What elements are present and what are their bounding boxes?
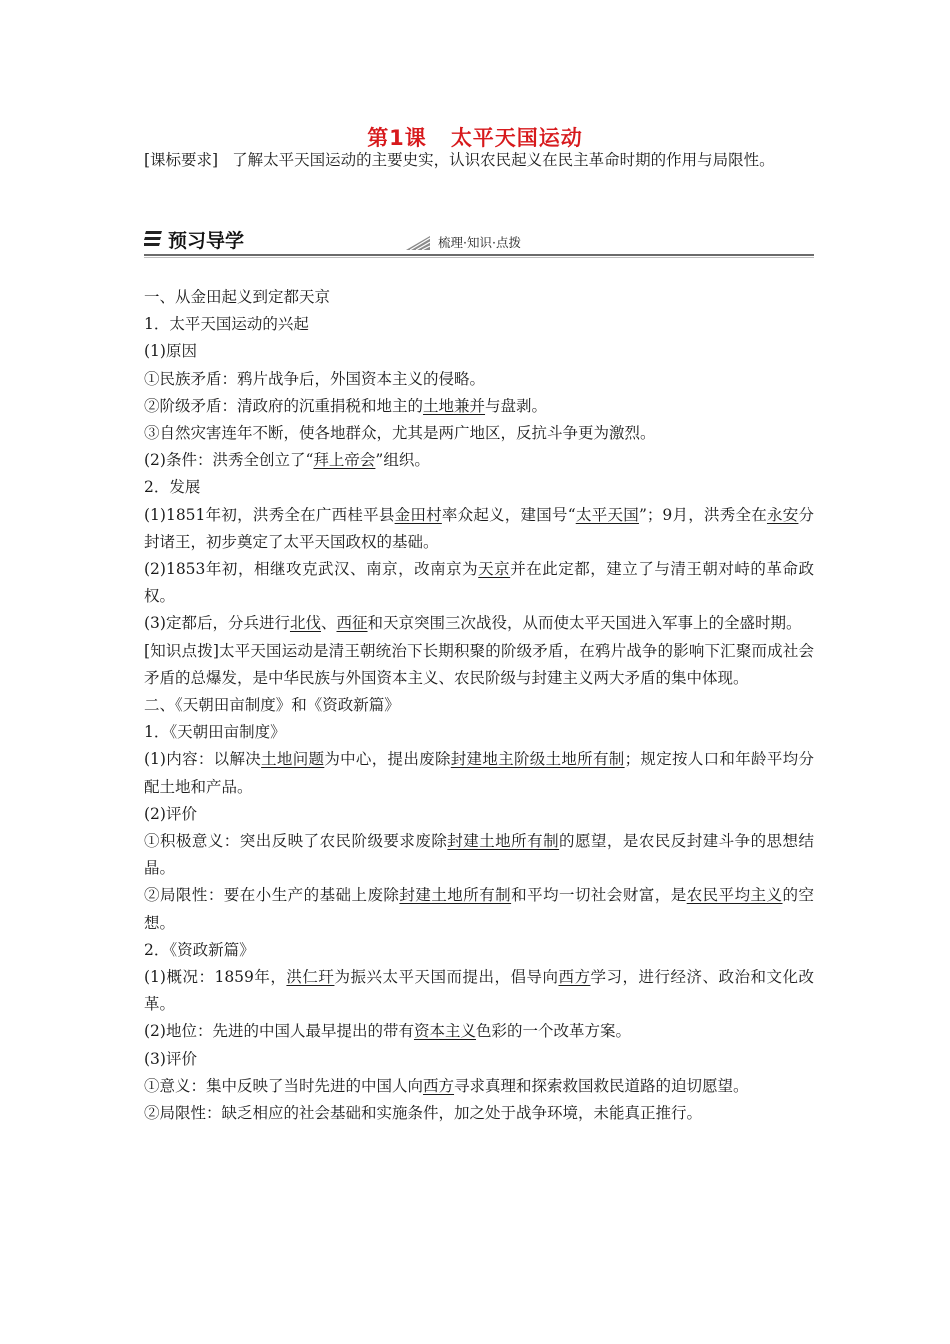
text-line [144,502,814,556]
key-term: 拜上帝会 [313,451,376,470]
curriculum-requirement [144,147,814,174]
text-segment: 、 [320,614,337,633]
text-segment: 为振兴太平天国而提出，倡导向 [334,968,559,987]
text-segment: 与盘剥。 [485,396,548,415]
lesson-number: 第1课 [367,126,427,150]
key-term: 西征 [336,614,368,633]
text-line [144,1046,814,1073]
text-segment: 的空想。 [144,886,814,932]
text-line [144,284,814,311]
text-segment: 色彩的一个改革方案。 [475,1022,631,1041]
text-line [144,420,814,447]
text-segment: 分封诸王，初步奠定了太平天国政权的基础。 [144,505,814,551]
text-segment: ②局限性：要在小生产的基础上废除 [144,886,400,905]
text-segment: (1)1851年初，洪秀全在广西桂平县 [144,505,395,524]
key-term: 土地问题 [261,750,325,769]
text-line [144,447,814,474]
key-term: 西方 [423,1076,455,1095]
text-line [144,801,814,828]
text-segment: ”组织。 [375,451,430,470]
text-segment: 寻求真理和探索救国救民道路的迫切愿望。 [454,1076,749,1095]
key-term: 封建土地所有制 [399,886,512,905]
text-segment: (2)条件：洪秀全创立了“ [144,451,314,470]
text-line [144,474,814,501]
text-segment: (2)1853年初，相继攻克武汉、南京，改南京为 [144,560,479,579]
text-line [144,1073,814,1100]
text-line [144,1100,814,1127]
banner-rule [144,254,814,256]
text-segment: 学习，进行经济、政治和文化改革。 [144,968,814,1014]
text-segment: 并在此定都，建立了与清王朝对峙的革命政权。 [144,560,814,606]
key-term: 天京 [478,560,511,579]
key-term: 北伐 [289,614,321,633]
text-segment: (2)地位：先进的中国人最早提出的带有 [144,1022,414,1041]
text-segment: 二、《天朝田亩制度》和《资政新篇》 [144,696,400,715]
text-segment: [知识点拨]太平天国运动是清王朝统治下长期积聚的阶级矛盾，在鸦片战争的影响下汇聚而成社会矛盾的总爆发，是中华民族与外国资本主义、农民阶级与封建主义两大矛盾的集中体现。 [144,641,814,687]
text-line [144,311,814,338]
text-line [144,719,814,746]
text-line [144,1018,814,1045]
text-segment: ①民族矛盾：鸦片战争后，外国资本主义的侵略。 [144,369,486,388]
key-term: 资本主义 [413,1022,476,1041]
key-term: 土地兼并 [423,396,486,415]
text-segment: (1)内容：以解决 [144,750,262,769]
text-line [144,610,814,637]
text-line [144,746,814,800]
text-segment: (2)评价 [144,804,197,823]
text-segment: ②局限性：缺乏相应的社会基础和实施条件，加之处于战争环境，未能真正推行。 [144,1104,703,1123]
text-segment: 1．《天朝田亩制度》 [144,723,286,742]
lesson-name: 太平天国运动 [450,126,583,150]
text-segment: ②阶级矛盾：清政府的沉重捐税和地主的 [144,396,424,415]
text-segment: 1．太平天国运动的兴起 [144,315,309,334]
requirement-tag: [课标要求] [144,151,219,169]
text-segment: 2．发展 [144,478,201,497]
text-segment: 一、从金田起义到定都天京 [144,288,331,306]
text-line [144,393,814,420]
text-line [144,338,814,365]
text-segment: (1)原因 [144,342,197,361]
text-line [144,937,814,964]
text-line [144,882,814,936]
banner-title: 预习导学 [168,230,245,252]
text-line [144,692,814,719]
text-segment: ；规定按人口和年龄平均分配土地和产品。 [144,750,814,796]
text-line [144,556,814,610]
stripes-icon [144,231,162,247]
requirement-text: 了解太平天国运动的主要史实，认识农民起义在民主革命时期的作用与局限性。 [232,151,775,169]
text-segment: (1)概况：1859年， [144,968,287,987]
key-term: 农民平均主义 [686,886,783,905]
text-segment: ③自然灾害连年不断，使各地群众，尤其是两广地区，反抗斗争更为激烈。 [144,424,656,443]
triangle-stripes-icon [406,236,430,250]
key-term: 洪仁玕 [286,968,335,987]
text-line [144,638,814,692]
key-term: 封建土地所有制 [447,832,560,851]
banner-subtitle: 梳理·知识·点拨 [438,235,521,250]
text-segment: 2．《资政新篇》 [144,940,255,959]
text-segment: ①积极意义：突出反映了农民阶级要求废除 [144,832,448,851]
text-line [144,964,814,1018]
key-term: 封建地主阶级土地所有制 [450,750,625,769]
text-segment: 率众起义，建国号“ [441,505,576,524]
key-term: 金田村 [394,505,442,524]
text-segment: (3)评价 [144,1049,197,1068]
text-segment: ”；9月，洪秀全在 [638,505,767,524]
banner-rule-thin [144,257,814,258]
text-segment: 和平均一切社会财富，是 [511,886,687,905]
key-term: 永安 [766,505,799,524]
text-line [144,366,814,393]
text-segment: ①意义：集中反映了当时先进的中国人向 [144,1076,424,1095]
lesson-body [144,284,814,1127]
key-term: 西方 [558,968,591,987]
text-segment: 和天京突围三次战役，从而使太平天国进入军事上的全盛时期。 [367,614,802,633]
text-line [144,828,814,882]
text-segment: (3)定都后，分兵进行 [144,614,290,633]
text-segment: 的愿望，是农民反封建斗争的思想结晶。 [144,832,814,878]
text-segment: 为中心，提出废除 [324,750,451,769]
key-term: 太平天国 [575,505,639,524]
section-banner [144,222,814,256]
